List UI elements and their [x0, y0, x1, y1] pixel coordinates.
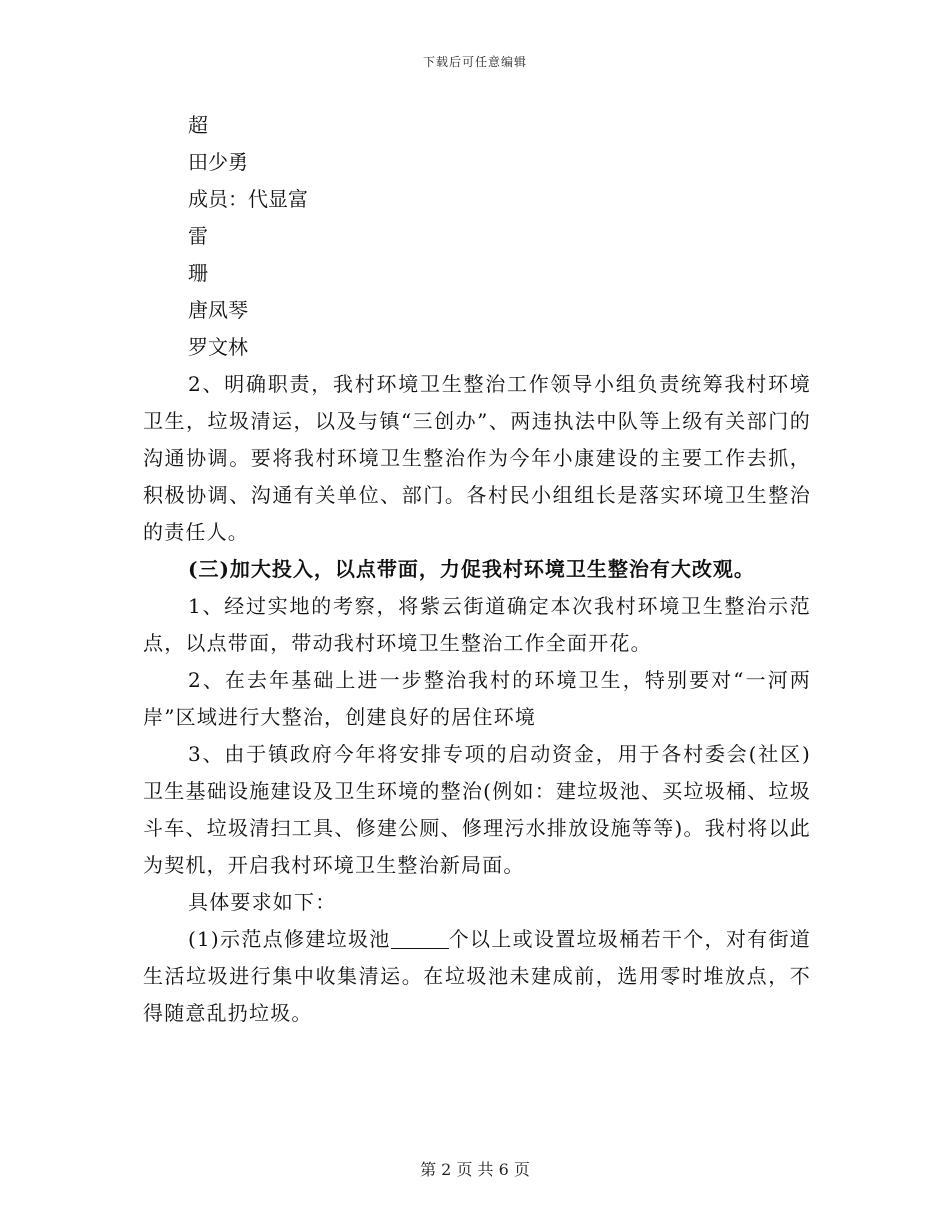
roster-line-members: 成员：代显富 — [188, 187, 308, 211]
roster-line: 珊 — [188, 261, 208, 285]
section-heading: (三)加大投入，以点带面，力促我村环境卫生整治有大改观。 — [188, 557, 755, 581]
requirement-1-text-end: 个以上或设置垃圾桶若干个，对有街道生活垃圾进行集中收集清运。在垃圾池未建成前，选用零时堆放点，不得随意乱扔垃圾。 — [143, 927, 811, 1025]
roster-line: 超 — [188, 113, 208, 137]
requirement-1-text-start: (1)示范点修建垃圾池 — [188, 927, 391, 951]
page-footer: 第 2 页 共 6 页 — [420, 1160, 530, 1179]
paragraph-responsibilities: 2、明确职责，我村环境卫生整治工作领导小组负责统筹我村环境卫生，垃圾清运，以及与镇“三创办”、两违执法中队等上级有关部门的沟通协调。要将我村环境卫生整治作为今年小康建设的主要工作去抓，积极协调、沟通有关单位、部门。各村民小组组长是落实环境卫生整治的责任人。 — [143, 372, 811, 544]
roster-line: 罗文林 — [188, 335, 248, 359]
paragraph-item-3: 3、由于镇政府今年将安排专项的启动资金，用于各村委会(社区)卫生基础设施建设及卫生环境的整治(例如：建垃圾池、买垃圾桶、垃圾斗车、垃圾清扫工具、修建公厕、修理污水排放设施等等)。我村将以此为契机，开启我村环境卫生整治新局面。 — [143, 742, 811, 877]
roster-line: 雷 — [188, 224, 208, 248]
paragraph-item-2: 2、在去年基础上进一步整治我村的环境卫生，特别要对“一河两岸”区域进行大整治，创建良好的居住环境 — [143, 668, 811, 729]
roster-line: 田少勇 — [188, 150, 248, 174]
requirements-intro: 具体要求如下： — [188, 890, 337, 914]
fill-in-blank — [391, 928, 449, 949]
requirement-1 — [143, 921, 811, 1032]
document-body — [143, 107, 811, 1032]
roster-line: 唐凤琴 — [188, 298, 248, 322]
paragraph-item-1: 1、经过实地的考察，将紫云街道确定本次我村环境卫生整治示范点，以点带面，带动我村环境卫生整治工作全面开花。 — [143, 594, 811, 655]
page-header: 下载后可任意编辑 — [422, 55, 527, 69]
